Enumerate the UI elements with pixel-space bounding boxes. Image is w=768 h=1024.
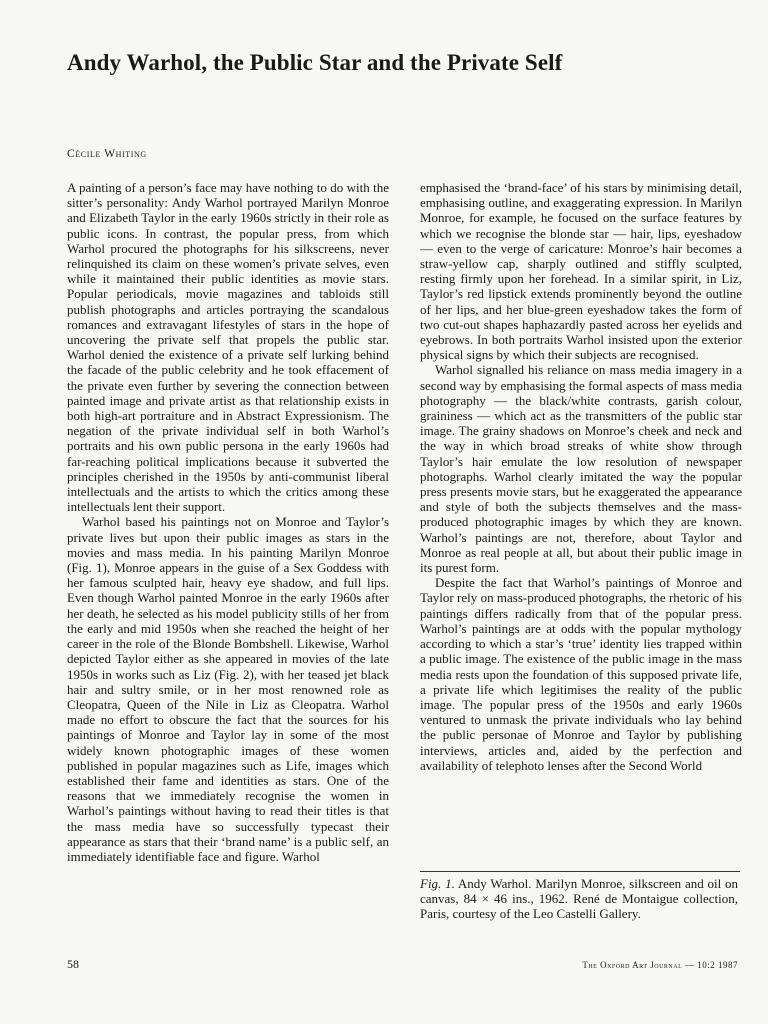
paragraph: Warhol signalled his reliance on mass media imagery in a second way by emphasising the formal aspects of mass media photography — the black/white contrasts, garish colour, graininess — which act as the transmitters of the public star image. The grainy shadows on Monroe’s cheek and neck and the way in which broad streaks of white show through Taylor’s hair emulate the low resolution of newspaper photographs. Warhol clearly imitated the way the popular press presents movie stars, but he exaggerated the appearance and style of both the subjects themselves and the mass-produced photographic images by which they are known. Warhol’s paintings are not, therefore, about Taylor and Monroe as real people at all, but about their public image in its purest form. [420,362,742,576]
figure-caption [420,876,738,922]
author-name: Cécile Whiting [67,148,147,160]
body-column-right [420,180,742,773]
caption-divider [420,871,740,872]
paragraph: Despite the fact that Warhol’s paintings of Monroe and Taylor rely on mass-produced photographs, the rhetoric of his paintings differs radically from that of the popular press. Warhol’s paintings are at odds with the popular mythology according to which a star’s ‘true’ identity lies trapped within a public image. The existence of the public image in the mass media rests upon the foundation of this supposed private life, a private life which legitimises the reality of the public image. The popular press of the 1950s and early 1960s ventured to unmask the private individuals who lay behind the public personae of Monroe and Taylor by publishing interviews, articles and, aided by the perfection and availability of telephoto lenses after the Second World [420,575,742,773]
caption-text: Andy Warhol. Marilyn Monroe, silkscreen and oil on canvas, 84 × 46 ins., 1962. René de Montaigue collection, Paris, courtesy of the Leo Castelli Gallery. [420,876,738,922]
page-number: 58 [67,957,79,971]
body-column-left [67,180,389,864]
paragraph: A painting of a person’s face may have nothing to do with the sitter’s personality: Andy Warhol portrayed Marilyn Monroe and Elizabeth Taylor in the early 1960s strictly in their role as public icons. In contrast, the popular press, from which Warhol procured the photographs for his silkscreens, never relinquished its claim on these women’s private selves, even while it maintained their public identities as movie stars. Popular periodicals, movie magazines and tabloids still publish photographs and articles portraying the scandalous romances and extravagant lifestyles of stars in the hope of uncovering the private self that propels the public star. Warhol denied the existence of a private self lurking behind the facade of the public celebrity and he took effacement of the private even further by severing the connection between painted image and private artist as that relationship exists in both high-art portraiture and in Abstract Expressionism. The negation of the private individual self in both Warhol’s portraits and his own public persona in the early 1960s had far-reaching political implications because it subverted the principles cherished in the 1950s by anti-communist liberal intellectuals and the artists to which the critics among these intellectuals lent their support. [67,180,389,515]
paragraph: emphasised the ‘brand-face’ of his stars by minimising detail, emphasising outline, and exaggerating expression. In Marilyn Monroe, for example, he focused on the surface features by which we recognise the blonde star — hair, lips, eyeshadow — even to the verge of caricature: Monroe’s hair becomes a straw-yellow cap, sharply outlined and stiffly sculpted, resting firmly upon her forehead. In a similar spirit, in Liz, Taylor’s red lipstick extends prominently beyond the outline of her lips, and her blue-green eyeshadow takes the form of two cut-out shapes haphazardly pasted across her eyelids and eyebrows. In both portraits Warhol insisted upon the exterior physical signs by which their subjects are recognised. [420,180,742,363]
article-title: Andy Warhol, the Public Star and the Private Self [67,50,563,75]
paragraph: Warhol based his paintings not on Monroe and Taylor’s private lives but upon their public images as stars in the movies and mass media. In his painting Marilyn Monroe (Fig. 1), Monroe appears in the guise of a Sex Goddess with her famous sculpted hair, heavy eye shadow, and full lips. Even though Warhol painted Monroe in the early 1960s after her death, he selected as his model publicity stills of her from the early and mid 1950s when she reached the height of her career in the role of the Blonde Bombshell. Likewise, Warhol depicted Taylor either as she appeared in movies of the late 1950s in works such as Liz (Fig. 2), with her teased jet black hair and sultry smile, or in her most renowned role as Cleopatra, Queen of the Nile in Liz as Cleopatra. Warhol made no effort to obscure the fact that the sources for his paintings of Monroe and Taylor lay in some of the most widely known photographic images of these women published in popular magazines such as Life, images which established their fame and identities as stars. One of the reasons that we immediately recognise the women in Warhol’s paintings without having to read their titles is that the mass media have so successfully typecast their appearance as stars that their ‘brand name’ is a public self, an immediately identifiable face and figure. Warhol [67,514,389,864]
figure-label: Fig. 1. [420,876,455,891]
running-head: The Oxford Art Journal — 10:2 1987 [582,960,738,970]
